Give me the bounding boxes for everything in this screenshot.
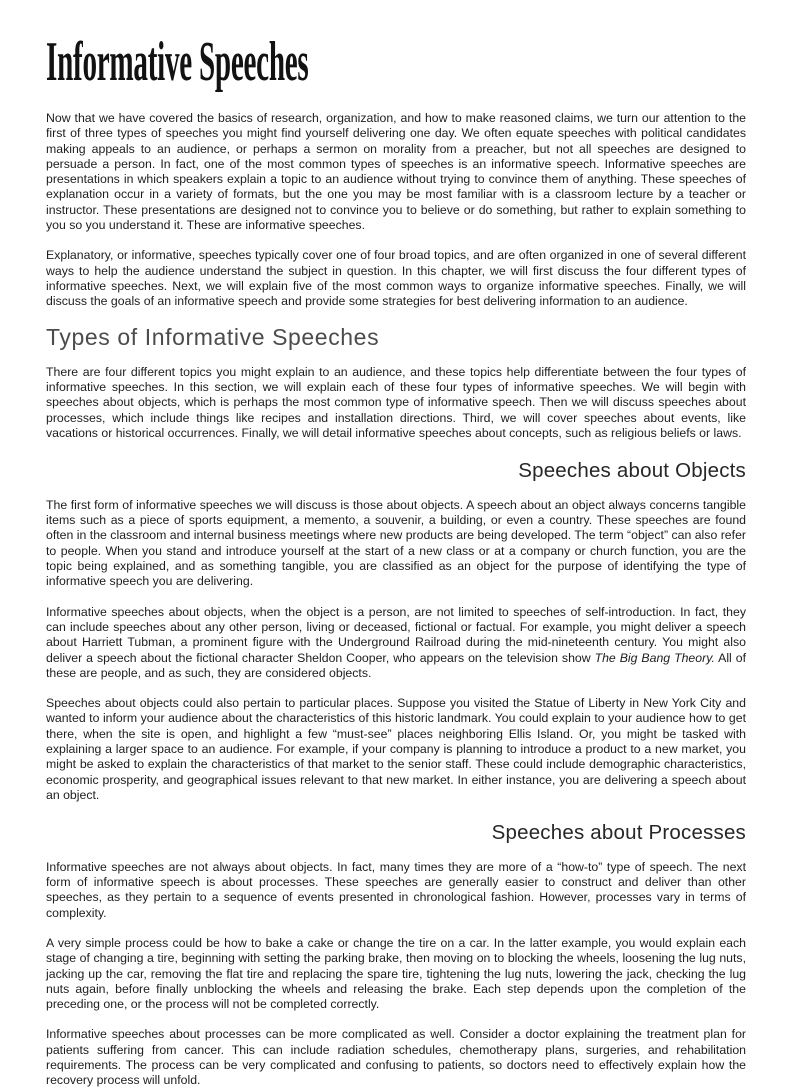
paragraph	[46, 248, 746, 309]
text-run: There are four different topics you might explain to an audience, and these topics help differentiate between the four types of informative speeches. In this section, we will explain each of these four types of informative speeches. We will begin with speeches about objects, which is perhaps the most common type of informative speech. Then we will discuss speeches about processes, which include things like recipes and installation directions. Third, we will cover speeches about events, like vacations or historical occurrences. Finally, we will detail informative speeches about concepts, such as religious beliefs or laws.	[46, 364, 746, 441]
paragraph	[46, 860, 746, 921]
document-page	[0, 31, 791, 1088]
text-run: A very simple process could be how to bake a cake or change the tire on a car. In the latter example, you would explain each stage of changing a tire, beginning with setting the parking brake, then moving on to blocking the wheels, loosening the lug nuts, jacking up the car, removing the flat tire and replacing the spare tire, tightening the lug nuts, lowering the jack, checking the lug nuts again, before finally unblocking the wheels and releasing the brake. Each step depends upon the completion of the preceding one, or the process will not be completed correctly.	[46, 935, 746, 1012]
italic-text-run: The Big Bang Theory.	[594, 650, 715, 665]
paragraph	[46, 498, 746, 590]
text-run: Informative speeches about objects, when the object is a person, are not limited to speeches of self-introduction. In fact, they can include speeches about any other person, living or deceased, fictional or factual. For example, you might deliver a speech about Harriett Tubman, a prominent figure with the Underground Railroad during the mid-nineteenth century. You might also deliver a speech about the fictional character Sheldon Cooper, who appears on the television show	[46, 604, 746, 665]
paragraph	[46, 1027, 746, 1088]
page-title	[46, 31, 746, 93]
paragraph	[46, 936, 746, 1012]
subsection-heading: Speeches about Processes	[491, 821, 746, 845]
paragraph	[46, 605, 746, 681]
text-run: All of these are people, and as such, they are considered objects.	[46, 650, 746, 680]
text-run: Speeches about objects could also pertain to particular places. Suppose you visited the Statue of Liberty in New York City and wanted to inform your audience about the characteristics of this historic landmark. You could explain to your audience how to get there, when the site is open, and highlight a few “must-see” places neighboring Ellis Island. Or, you might be tasked with explaining a larger space to an audience. For example, if your company is planning to introduce a product to a new market, you might be asked to explain the characteristics of that market to the senior staff. These could include demographic characteristics, economic prosperity, and geographical issues relevant to that new market. In either instance, you are delivering a speech about an object.	[46, 696, 746, 802]
page-title-text: Informative Speeches	[46, 31, 309, 93]
subsection-heading: Speeches about Objects	[518, 459, 746, 483]
paragraph	[46, 365, 746, 441]
text-run: Informative speeches are not always about objects. In fact, many times they are more of a “how-to” type of speech. The next form of informative speech is about processes. These speeches are generally easier to construct and deliver than other speeches, as they pertain to a sequence of events presented in chronological fashion. However, processes vary in terms of complexity.	[46, 859, 746, 920]
text-run: The first form of informative speeches we will discuss is those about objects. A speech about an object always concerns tangible items such as a piece of sports equipment, a memento, a souvenir, a building, or even a country. These speeches are found often in the classroom and internal business meetings where new products are being developed. The term “object” can also refer to people. When you stand and introduce yourself at the start of a new class or at a company or church function, you are the topic being explained, and as something tangible, you are classified as an object for the purpose of identifying the type of informative speech you are delivering.	[46, 497, 746, 589]
section-heading: Types of Informative Speeches	[46, 323, 380, 350]
document-body	[46, 111, 746, 1089]
text-run: Explanatory, or informative, speeches typically cover one of four broad topics, and are often organized in one of several different ways to help the audience understand the subject in question. In this chapter, we will first discuss the four different types of informative speeches. Next, we will explain five of the most common ways to organize informative speeches. Finally, we will discuss the goals of an informative speech and provide some strategies for best delivering information to an audience.	[46, 248, 746, 309]
text-run: Informative speeches about processes can be more complicated as well. Consider a doctor explaining the treatment plan for patients suffering from cancer. This can include radiation schedules, chemotherapy plans, surgeries, and rehabilitation requirements. The process can be very complicated and confusing to patients, so doctors need to effectively explain how the recovery process will unfold.	[46, 1027, 746, 1088]
paragraph	[46, 696, 746, 803]
paragraph	[46, 111, 746, 233]
text-run: Now that we have covered the basics of research, organization, and how to make reasoned claims, we turn our attention to the first of three types of speeches you might find yourself delivering one day. We often equate speeches with political candidates making appeals to an audience, or perhaps a sermon on morality from a preacher, but not all speeches are designed to persuade a person. In fact, one of the most common types of speeches is an informative speech. Informative speeches are presentations in which speakers explain a topic to an audience without trying to convince them of anything. These speeches of explanation occur in a variety of formats, but the one you may be most familiar with is a classroom lecture by a teacher or instructor. These presentations are designed not to convince you to believe or do something, but rather to explain something to you so you understand it. These are informative speeches.	[46, 111, 746, 233]
